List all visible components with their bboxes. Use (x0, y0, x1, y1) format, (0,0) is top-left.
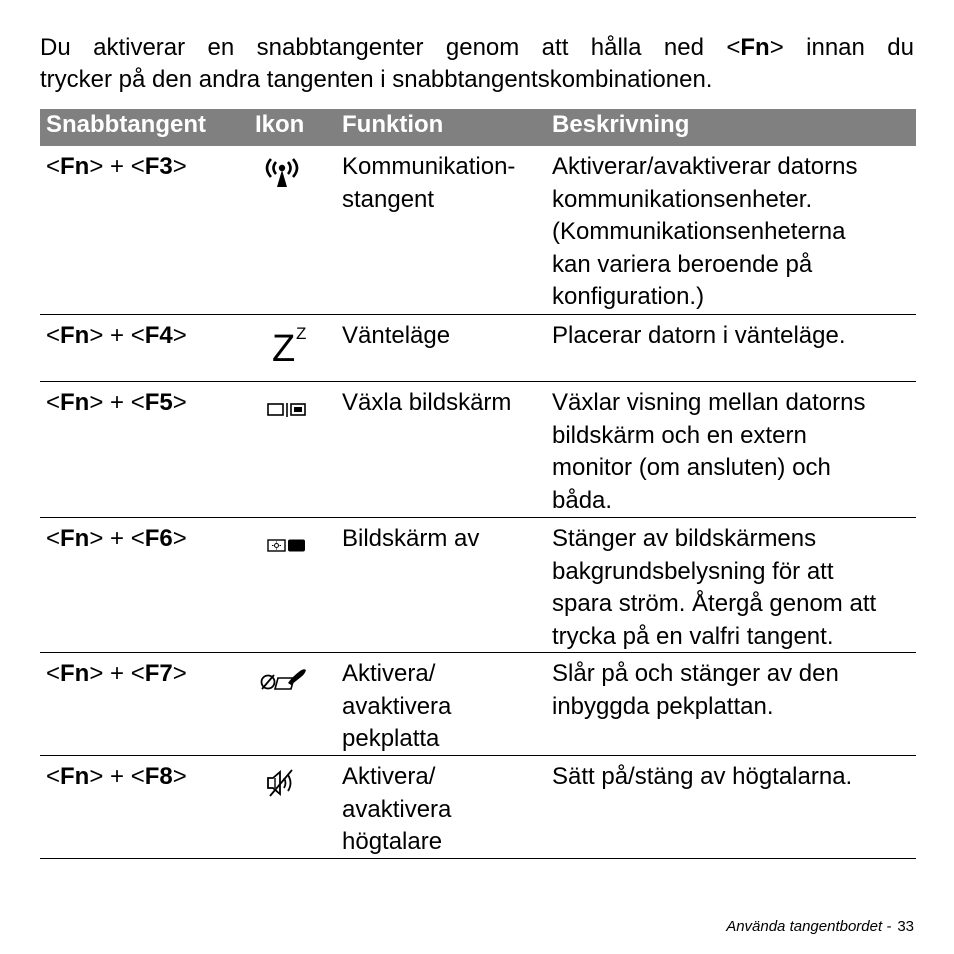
table-row-f7 (40, 653, 916, 756)
hotkey-table (40, 109, 916, 859)
description-text: Stänger av bildskärmens bakgrundsbelysning för att spara ström. Återgå genom att trycka på en valfri tangent. (552, 525, 877, 650)
hotkey-combo: <Fn> + <F3> (46, 153, 187, 180)
hotkey-combo: <Fn> + <F4> (46, 322, 187, 349)
function-text: Aktivera/ avaktivera högtalare (342, 763, 452, 855)
intro-line-2: trycker på den andra tangenten i snabbtangentskombinationen. (40, 66, 713, 93)
sleep-icon (258, 321, 306, 365)
hotkey-combo: <Fn> + <F6> (46, 525, 187, 552)
table-row-f4 (40, 315, 916, 382)
header-beskrivning: Beskrivning (552, 111, 690, 138)
display-toggle-icon (258, 401, 306, 419)
intro-line-1: Du aktiverar en snabbtangenter genom att hålla ned <Fn> innan du (40, 34, 914, 61)
function-text: Vänteläge (342, 322, 451, 349)
page-footer (726, 918, 914, 935)
touchpad-toggle-icon (258, 665, 310, 693)
footer-title: Använda tangentbordet - (726, 918, 892, 935)
function-text: Bildskärm av (342, 525, 480, 552)
header-snabbtangent: Snabbtangent (46, 111, 206, 138)
description-text: Aktiverar/avaktiverar datorns kommunikationsenheter. (Kommunikationsenheterna kan variera beroende på konfiguration.) (552, 153, 858, 310)
hotkey-combo: <Fn> + <F5> (46, 389, 187, 416)
description-text: Slår på och stänger av den inbyggda pekplattan. (552, 660, 839, 720)
svg-text:Z: Z (272, 328, 296, 365)
header-ikon: Ikon (255, 111, 305, 138)
header-funktion: Funktion (342, 111, 444, 138)
description-text: Växlar visning mellan datorns bildskärm och en extern monitor (om ansluten) och båda. (552, 389, 866, 514)
speaker-mute-icon (258, 768, 306, 798)
display-off-icon (258, 537, 306, 555)
table-header (40, 109, 916, 146)
table-row-f6 (40, 518, 916, 653)
hotkey-combo: <Fn> + <F8> (46, 763, 187, 790)
hotkey-combo: <Fn> + <F7> (46, 660, 187, 687)
intro-paragraph (40, 32, 914, 96)
wireless-icon (258, 156, 306, 190)
function-text: Växla bildskärm (342, 389, 512, 416)
description-text: Placerar datorn i vänteläge. (552, 322, 846, 349)
svg-text:Z: Z (296, 324, 306, 343)
table-row-f3 (40, 146, 916, 315)
description-text: Sätt på/stäng av högtalarna. (552, 763, 853, 790)
page-number: 33 (897, 918, 914, 935)
function-text: Kommunikation- stangent (342, 153, 516, 213)
table-row-f5 (40, 382, 916, 518)
function-text: Aktivera/ avaktivera pekplatta (342, 660, 452, 752)
table-row-f8 (40, 756, 916, 859)
